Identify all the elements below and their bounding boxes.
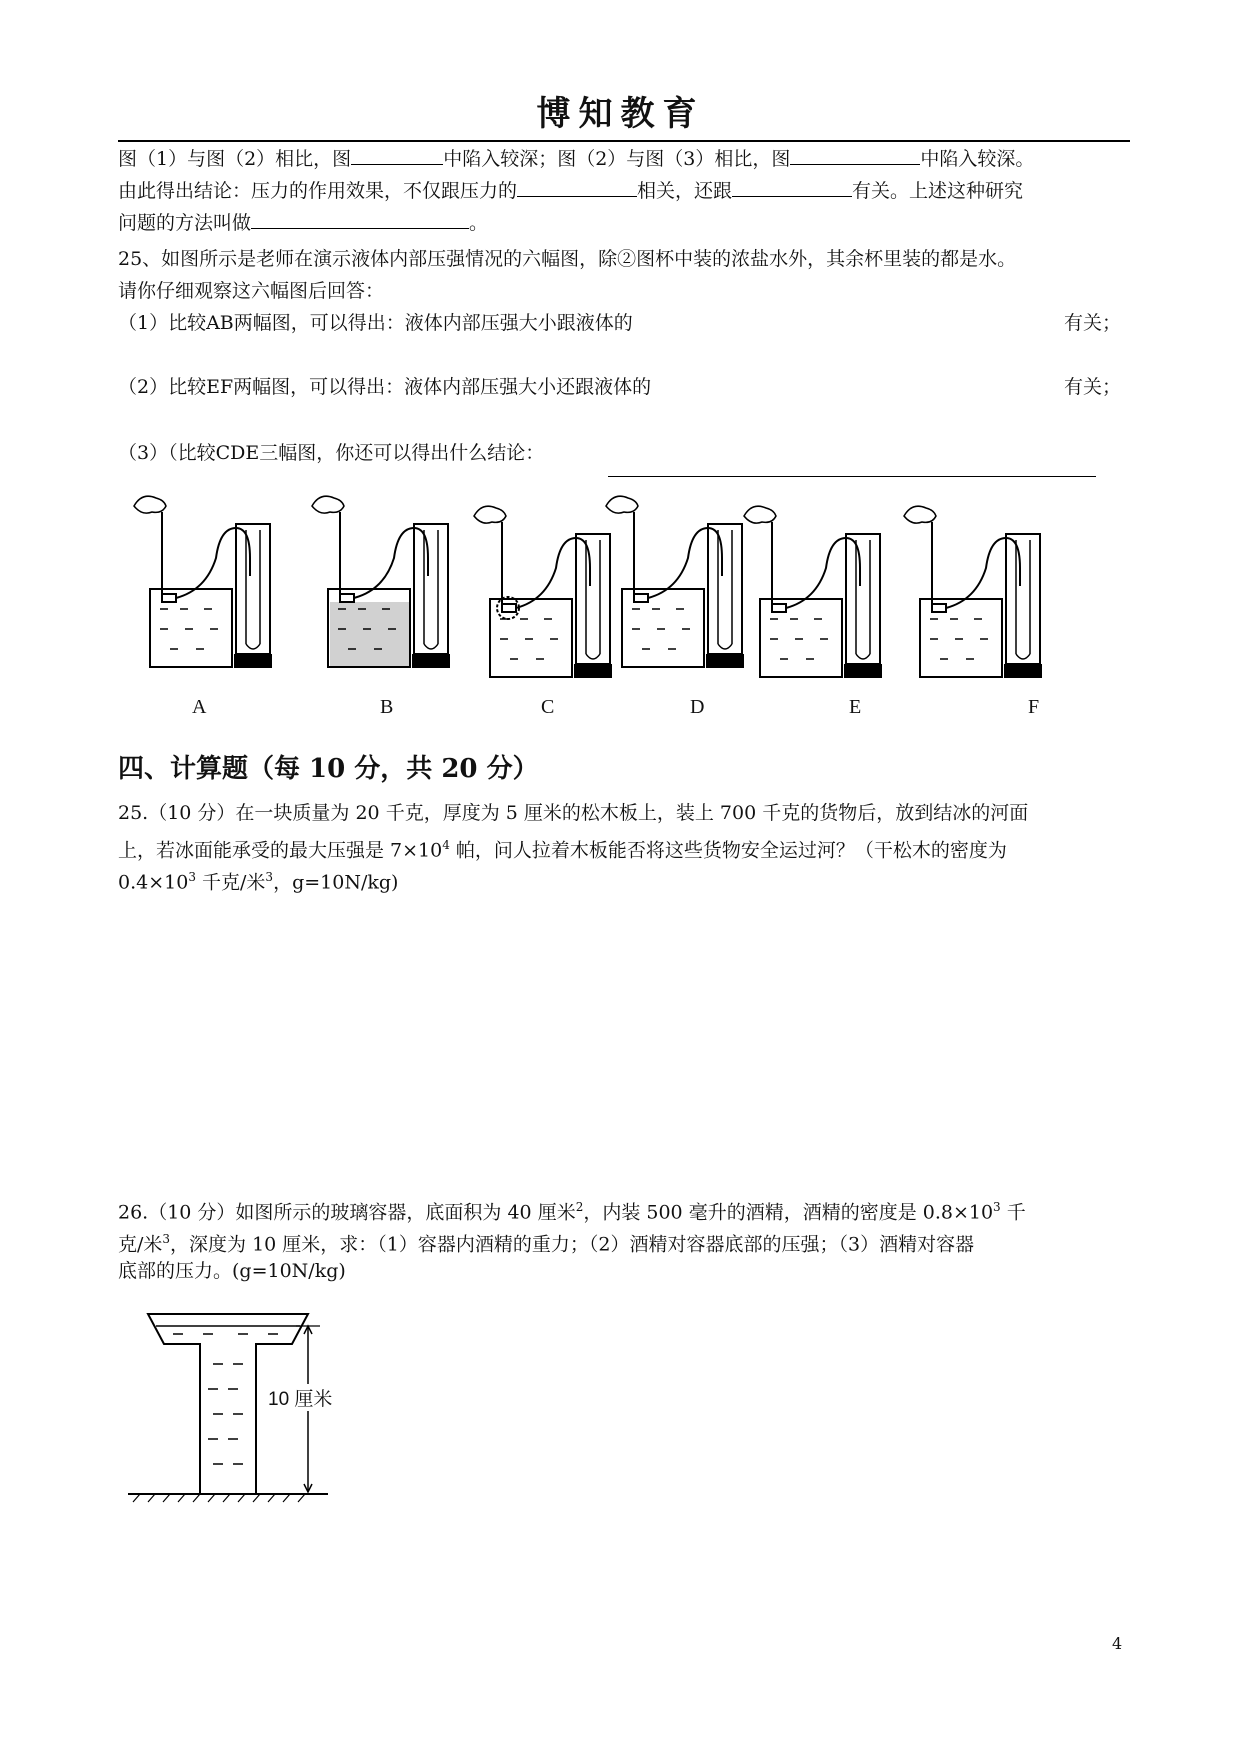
figure-label-d: D: [690, 696, 705, 718]
figure-label-e: E: [849, 696, 862, 718]
q25-intro1: 25、如图所示是老师在演示液体内部压强情况的六幅图，除②图杯中装的浓盐水外，其余杯里装的都是水。: [118, 248, 1017, 270]
header-title: 博知教育: [536, 94, 705, 134]
header-rule: [118, 140, 1130, 142]
q25-sub3: （3）（比较CDE三幅图，你还可以得出什么结论：: [118, 442, 545, 464]
figure-label-b: B: [380, 696, 394, 718]
answer-line[interactable]: [608, 476, 1096, 477]
blank[interactable]: [351, 144, 443, 165]
depth-label: 10 厘米: [268, 1384, 332, 1411]
figure-label-a: A: [192, 696, 207, 718]
q25-sub2-end: 有关；: [1064, 376, 1122, 398]
calc-q25-line2: 上，若冰面能承受的最大压强是 $7\times 10^4$ 帕，问人拉着木板能否将这些货物安全运过河？（干松木的密度为: [118, 838, 1007, 862]
pressure-figure: [130, 484, 1110, 684]
q24-line3: 问题的方法叫做 。: [118, 208, 488, 238]
q26-line2: 克/米$^3$，深度为 10 厘米，求：（1）容器内酒精的重力；（2）酒精对容器底部的压强；（3）酒精对容器: [118, 1232, 975, 1256]
q24-line1: 图（1）与图（2）相比，图 中陷入较深；图（2）与图（3）相比，图 中陷入较深。: [118, 144, 1034, 174]
q25-sub2: （2）比较EF两幅图，可以得出：液体内部压强大小还跟液体的: [118, 376, 652, 398]
q26-line3: 底部的压力。(g=10N/kg): [118, 1260, 346, 1282]
figure-label-c: C: [541, 696, 555, 718]
blank[interactable]: [517, 176, 637, 197]
page-number: 4: [1112, 1634, 1123, 1653]
blank[interactable]: [790, 144, 920, 165]
blank[interactable]: [732, 176, 852, 197]
section-title: 四、计算题（每 10 分，共 20 分）: [118, 754, 539, 784]
blank[interactable]: [251, 208, 469, 229]
figure-label-f: F: [1028, 696, 1040, 718]
q25-sub1: （1）比较AB两幅图，可以得出：液体内部压强大小跟液体的: [118, 312, 633, 334]
calc-q25-line1: 25.（10 分）在一块质量为 20 千克，厚度为 5 厘米的松木板上，装上 700 千克的货物后，放到结冰的河面: [118, 802, 1029, 824]
q24-line2: 由此得出结论：压力的作用效果，不仅跟压力的 相关，还跟 有关。上述这种研究: [118, 176, 1023, 206]
q26-line1: 26.（10 分）如图所示的玻璃容器，底面积为 40 厘米$^2$，内装 500 毫升的酒精，酒精的密度是 $0.8\times 10^3$ 千: [118, 1200, 1026, 1224]
calc-q25-line3: $0.4\times 10^3$ 千克/米$^3$，g=10N/kg): [118, 870, 399, 894]
q25-intro2: 请你仔细观察这六幅图后回答：: [118, 280, 385, 302]
q25-sub1-end: 有关；: [1064, 312, 1122, 334]
